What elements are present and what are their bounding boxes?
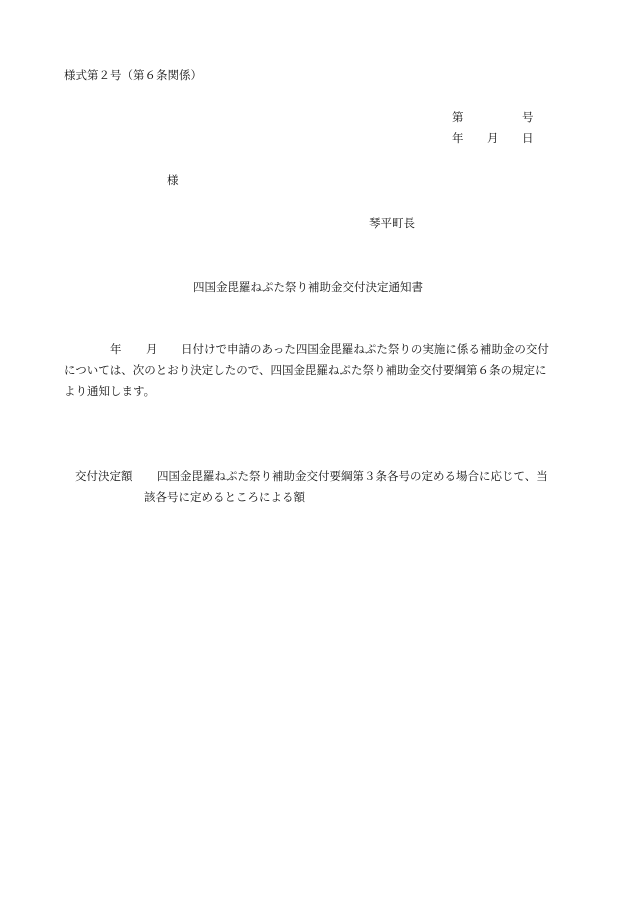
addressee: 様 [167, 173, 179, 187]
amount-text-line-1: 四国金毘羅ねぷた祭り補助金交付要綱第３条各号の定める場合に応じて、当 [157, 469, 548, 483]
body-year: 年 [110, 342, 122, 356]
body-line-1-text: 日付けで申請のあった四国金毘羅ねぷた祭りの実施に係る補助金の交付 [181, 342, 549, 356]
date-month: 月 [487, 131, 499, 145]
number-prefix: 第 [452, 110, 464, 124]
body-month: 月 [146, 342, 158, 356]
amount-label: 交付決定額 [75, 469, 133, 483]
date-year: 年 [452, 131, 464, 145]
date-day: 日 [522, 131, 534, 145]
body-line-2: については、次のとおり決定したので、四国金毘羅ねぷた祭り補助金交付要綱第６条の規定に [64, 363, 547, 377]
form-label: 様式第２号（第６条関係） [64, 68, 202, 82]
amount-text-line-2: 該各号に定めるところによる額 [144, 490, 305, 504]
issuer: 琴平町長 [369, 216, 415, 230]
number-suffix: 号 [522, 110, 534, 124]
body-line-3: より通知します。 [64, 384, 156, 398]
document-title: 四国金毘羅ねぷた祭り補助金交付決定通知書 [193, 280, 423, 294]
